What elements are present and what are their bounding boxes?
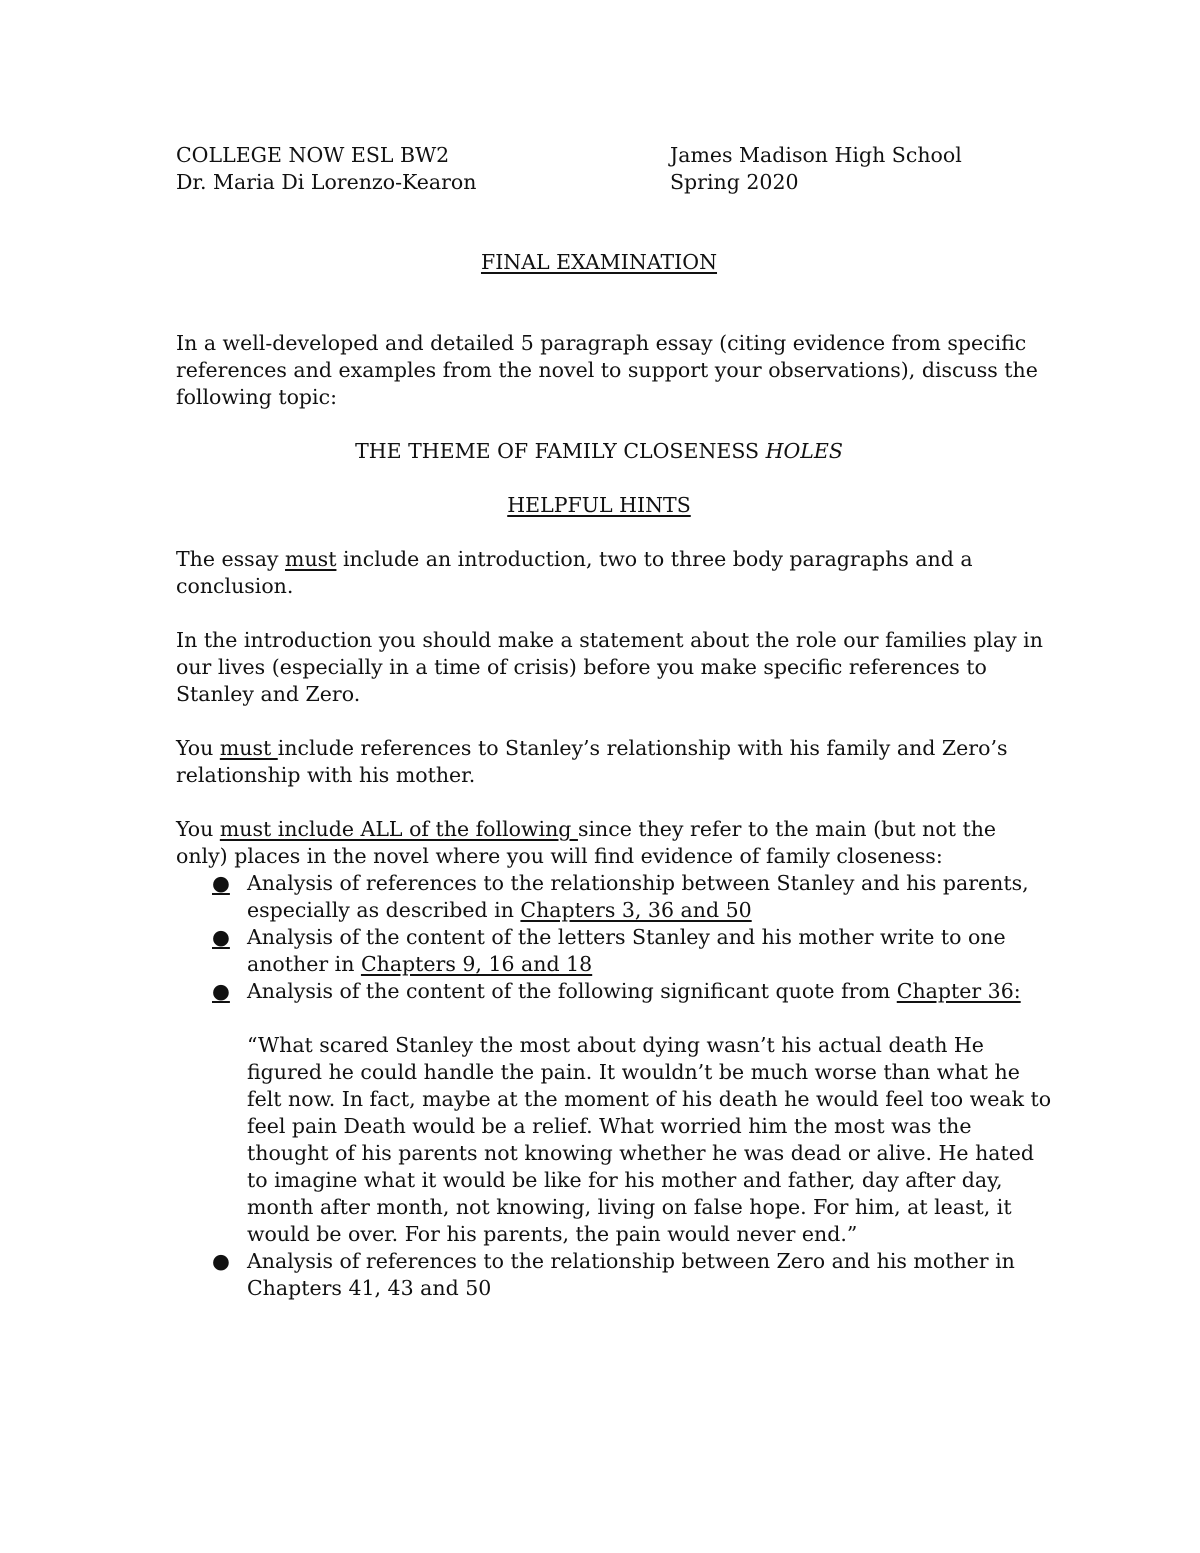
intro-paragraph bbox=[176, 330, 1036, 411]
page-title-text: FINAL EXAMINATION bbox=[480, 250, 718, 274]
paragraph-text: since they refer to the main (but not the bbox=[577, 817, 997, 841]
chapter-reference: Chapters 3, 36 and 50 bbox=[520, 898, 752, 922]
quote-line: “What scared Stanley the most about dying wasn’t his actual death He bbox=[247, 1033, 984, 1057]
topic-text: THE THEME OF FAMILY CLOSENESS bbox=[355, 439, 760, 463]
introduction-guidance-paragraph bbox=[176, 627, 1043, 708]
list-item-text: especially as described in bbox=[247, 898, 521, 922]
bullet-icon: ● bbox=[212, 871, 230, 895]
list-item bbox=[176, 924, 1036, 978]
topic-book-title: HOLES bbox=[765, 439, 843, 463]
intro-line: In a well-developed and detailed 5 paragraph essay (citing evidence from specific bbox=[176, 331, 1027, 355]
emphasis-must: must bbox=[219, 736, 278, 760]
quote-line: felt now. In fact, maybe at the moment of his death he would feel too weak to bbox=[247, 1087, 1052, 1111]
hints-heading bbox=[176, 492, 1022, 519]
instructor-name: Dr. Maria Di Lorenzo-Kearon bbox=[176, 170, 477, 194]
list-item-text: Chapters 41, 43 and 50 bbox=[247, 1276, 492, 1300]
emphasis-must: must bbox=[285, 547, 337, 571]
chapter-reference: Chapter 36: bbox=[896, 979, 1021, 1003]
school-name: James Madison High School bbox=[670, 143, 962, 167]
requirements-intro bbox=[176, 816, 1036, 870]
course-name: COLLEGE NOW ESL BW2 bbox=[176, 143, 450, 167]
essay-topic bbox=[176, 438, 1022, 465]
list-item bbox=[176, 870, 1036, 924]
references-paragraph bbox=[176, 735, 1036, 789]
hints-heading-text: HELPFUL HINTS bbox=[507, 493, 691, 517]
chapter-36-quote bbox=[176, 1032, 1052, 1248]
quote-line: month after month, not knowing, living on false hope. For him, at least, it bbox=[247, 1195, 1012, 1219]
paragraph-text: include references to Stanley’s relationship with his family and Zero’s bbox=[277, 736, 1008, 760]
quote-line: thought of his parents not knowing whether he was dead or alive. He hated bbox=[247, 1141, 1034, 1165]
quote-line: would be over. For his parents, the pain would never end.” bbox=[247, 1222, 858, 1246]
course-info bbox=[176, 142, 670, 196]
paragraph-text: You bbox=[176, 817, 220, 841]
list-item-text: Analysis of the content of the following significant quote from bbox=[247, 979, 897, 1003]
list-item-text: Analysis of references to the relationship between Zero and his mother in bbox=[247, 1249, 1015, 1273]
list-item-text: Analysis of the content of the letters Stanley and his mother write to one bbox=[247, 925, 1006, 949]
bullet-icon: ● bbox=[212, 1249, 230, 1273]
paragraph-line: Stanley and Zero. bbox=[176, 682, 361, 706]
list-item bbox=[176, 978, 1036, 1005]
paragraph-text: include an introduction, two to three body paragraphs and a bbox=[336, 547, 973, 571]
quote-line: feel pain Death would be a relief. What worried him the most was the bbox=[247, 1114, 972, 1138]
school-info bbox=[670, 142, 1036, 196]
intro-line: following topic: bbox=[176, 385, 337, 409]
quote-line: to imagine what it would be like for his mother and father, day after day, bbox=[247, 1168, 1003, 1192]
paragraph-line: our lives (especially in a time of crisis) before you make specific references to bbox=[176, 655, 987, 679]
document-header bbox=[176, 142, 1036, 196]
paragraph-line: In the introduction you should make a statement about the role our families play in bbox=[176, 628, 1043, 652]
chapter-reference: Chapters 9, 16 and 18 bbox=[360, 952, 593, 976]
list-item-text: Analysis of references to the relationship between Stanley and his parents, bbox=[247, 871, 1029, 895]
paragraph-text: only) places in the novel where you will find evidence of family closeness: bbox=[176, 844, 943, 868]
intro-line: references and examples from the novel to support your observations), discuss the bbox=[176, 358, 1038, 382]
requirements-list bbox=[176, 870, 1036, 1005]
emphasis-must-include: must include ALL of the following bbox=[219, 817, 578, 841]
paragraph-text: conclusion. bbox=[176, 574, 294, 598]
bullet-icon: ● bbox=[212, 979, 230, 1003]
exam-page bbox=[176, 142, 1052, 1302]
requirements-section bbox=[176, 816, 1036, 1005]
quote-line: figured he could handle the pain. It wouldn’t be much worse than what he bbox=[247, 1060, 1020, 1084]
list-item bbox=[176, 1248, 1036, 1302]
page-title bbox=[176, 249, 1022, 276]
bullet-icon: ● bbox=[212, 925, 230, 949]
paragraph-text: You bbox=[176, 736, 220, 760]
list-item-text: another in bbox=[247, 952, 361, 976]
paragraph-text: relationship with his mother. bbox=[176, 763, 476, 787]
paragraph-text: The essay bbox=[176, 547, 286, 571]
structure-paragraph bbox=[176, 546, 1036, 600]
term: Spring 2020 bbox=[670, 170, 799, 194]
final-requirement-list bbox=[176, 1248, 1036, 1302]
